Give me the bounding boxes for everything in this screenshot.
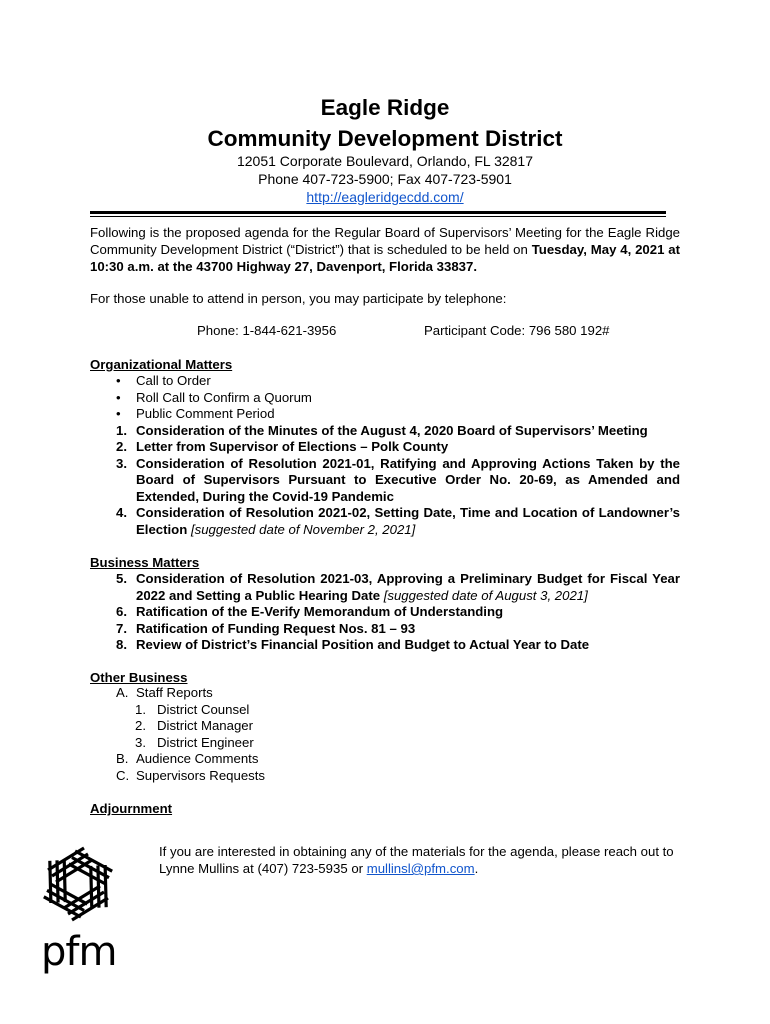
list-item: • Public Comment Period: [116, 406, 275, 421]
list-item: 6. Ratification of the E-Verify Memorandum of Understanding: [116, 604, 504, 619]
telephone-number: Phone: 1-844-621-3956: [197, 323, 337, 338]
list-item: 7. Ratification of Funding Request Nos. 81 – 93: [116, 620, 416, 636]
sub-list-item: 1. District Counsel: [135, 701, 250, 717]
footer-note: If you are interested in obtaining any of the materials for the agenda, please reach out to Lynne Mullins at (407) 723-5935 or mullinsl@pfm.com.: [159, 844, 674, 876]
list-item: 1. Consideration of the Minutes of the August 4, 2020 Board of Supervisors’ Meeting: [116, 422, 648, 438]
business-list: [90, 571, 680, 654]
website-line: [0, 188, 770, 206]
list-item: 5. Consideration of Resolution 2021-03, Approving a Preliminary Budget for Fiscal Year 2022 and Setting a Public Hearing Date [suggested date of August 3, 2021]: [116, 571, 680, 603]
meeting-date-location: Tuesday, May 4, 2021 at 10:30 a.m. at the 43700 Highway 27, Davenport, Florida 33837.: [90, 242, 680, 274]
intro-text: Following is the proposed agenda for the Regular Board of Supervisors’ Meeting for the Eagle Ridge Community Development District (“District”) that is scheduled to be held on: [90, 225, 680, 257]
adjournment-heading: Adjournment: [90, 801, 173, 816]
header-rule-thick: [90, 211, 666, 214]
district-title-line1: Eagle Ridge: [320, 95, 450, 120]
business-heading: Business Matters: [90, 555, 200, 570]
list-item: C. Supervisors Requests: [116, 767, 266, 783]
telephone-intro: For those unable to attend in person, you may participate by telephone:: [90, 291, 507, 306]
pfm-logo-text: pfm: [41, 929, 117, 975]
address: 12051 Corporate Boulevard, Orlando, FL 32817: [236, 153, 533, 169]
email-link[interactable]: mullinsl@pfm.com: [366, 861, 475, 876]
intro-paragraph: [90, 224, 680, 275]
list-item: B. Audience Comments: [116, 751, 259, 766]
list-item: • Call to Order: [116, 373, 211, 388]
website-link[interactable]: http://eagleridgecdd.com/: [306, 189, 464, 205]
list-item: 4. Consideration of Resolution 2021-02, Setting Date, Time and Location of Landowner’s Election [suggested date of November 2, 2021]: [116, 505, 680, 537]
list-item: A. Staff Reports: [116, 685, 213, 700]
organizational-list: [90, 373, 680, 538]
participant-code: Participant Code: 796 580 192#: [424, 323, 610, 338]
other-business-list: [90, 685, 680, 784]
sub-list-item: 2. District Manager: [135, 718, 254, 733]
sub-list-item: 3. District Engineer: [135, 734, 254, 750]
other-business-heading: Other Business: [90, 670, 188, 685]
list-item: 3. Consideration of Resolution 2021-01, Ratifying and Approving Actions Taken by the Board of Supervisors Pursuant to Executive Order No. 20-69, as Amended and Extended, During the Covid-19 Pandemic: [116, 455, 680, 504]
list-item: 2. Letter from Supervisor of Elections – Polk County: [116, 439, 449, 454]
list-item: • Roll Call to Confirm a Quorum: [116, 389, 312, 405]
phone-fax: Phone 407-723-5900; Fax 407-723-5901: [258, 171, 512, 187]
district-title-line2: Community Development District: [207, 126, 563, 151]
organizational-heading: Organizational Matters: [90, 357, 233, 372]
list-item: 8. Review of District’s Financial Position and Budget to Actual Year to Date: [116, 637, 590, 652]
header-rule-thin: [90, 216, 666, 217]
